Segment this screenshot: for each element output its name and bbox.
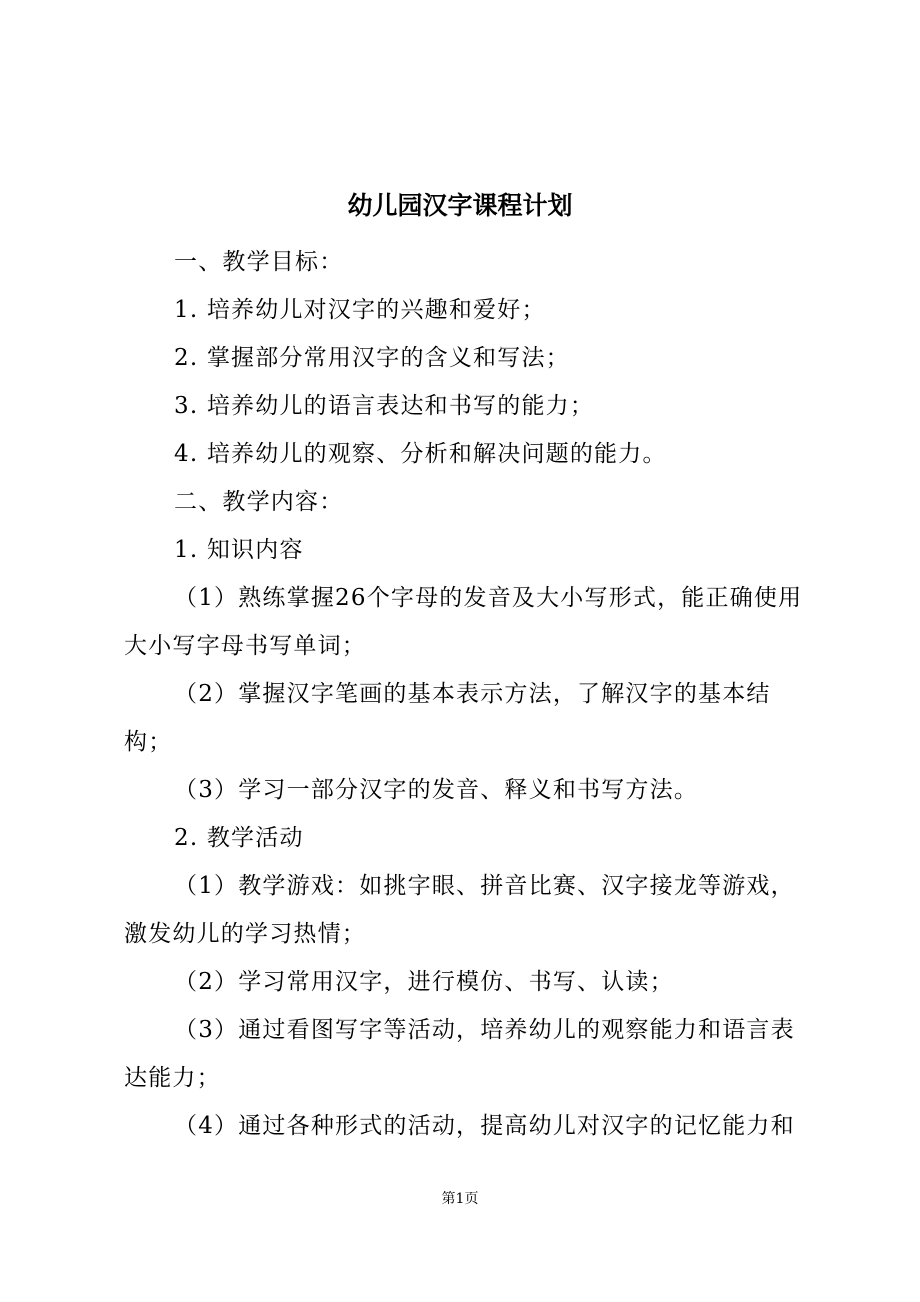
activity-item-line: （3）通过看图写字等活动，培养幼儿的观察能力和语言表 [174, 1017, 795, 1043]
page-number: 第1页 [441, 1191, 479, 1207]
activity-item-line: （4）通过各种形式的活动，提高幼儿对汉字的记忆能力和 [174, 1113, 795, 1139]
activity-item-line: （1）教学游戏：如挑字眼、拼音比赛、汉字接龙等游戏， [174, 873, 795, 899]
content-item-line: （2）掌握汉字笔画的基本表示方法，了解汉字的基本结 [174, 681, 771, 707]
subsection-heading-knowledge: 1. 知识内容 [174, 537, 304, 563]
goal-item: 4. 培养幼儿的观察、分析和解决问题的能力。 [174, 441, 667, 467]
subsection-heading-activities: 2. 教学活动 [174, 825, 304, 851]
content-item-continuation: 大小写字母书写单词； [124, 633, 366, 659]
goal-item: 1. 培养幼儿对汉字的兴趣和爱好； [174, 297, 546, 323]
document-body [124, 238, 814, 1150]
content-item-line: （1）熟练掌握26个字母的发音及大小写形式，能正确使用 [174, 585, 803, 611]
section-heading-goals: 一、教学目标： [174, 249, 344, 275]
section-heading-content: 二、教学内容： [174, 489, 344, 515]
goal-item: 3. 培养幼儿的语言表达和书写的能力； [174, 393, 595, 419]
content-item-continuation: 构； [124, 729, 173, 755]
content-item-line: （3）学习一部分汉字的发音、释义和书写方法。 [174, 777, 699, 803]
goal-item: 2. 掌握部分常用汉字的含义和写法； [174, 345, 570, 371]
document-title: 幼儿园汉字课程计划 [347, 191, 573, 220]
activity-item-line: （2）学习常用汉字，进行模仿、书写、认读； [174, 969, 674, 995]
activity-item-continuation: 达能力； [124, 1065, 221, 1091]
activity-item-continuation: 激发幼儿的学习热情； [124, 921, 366, 947]
